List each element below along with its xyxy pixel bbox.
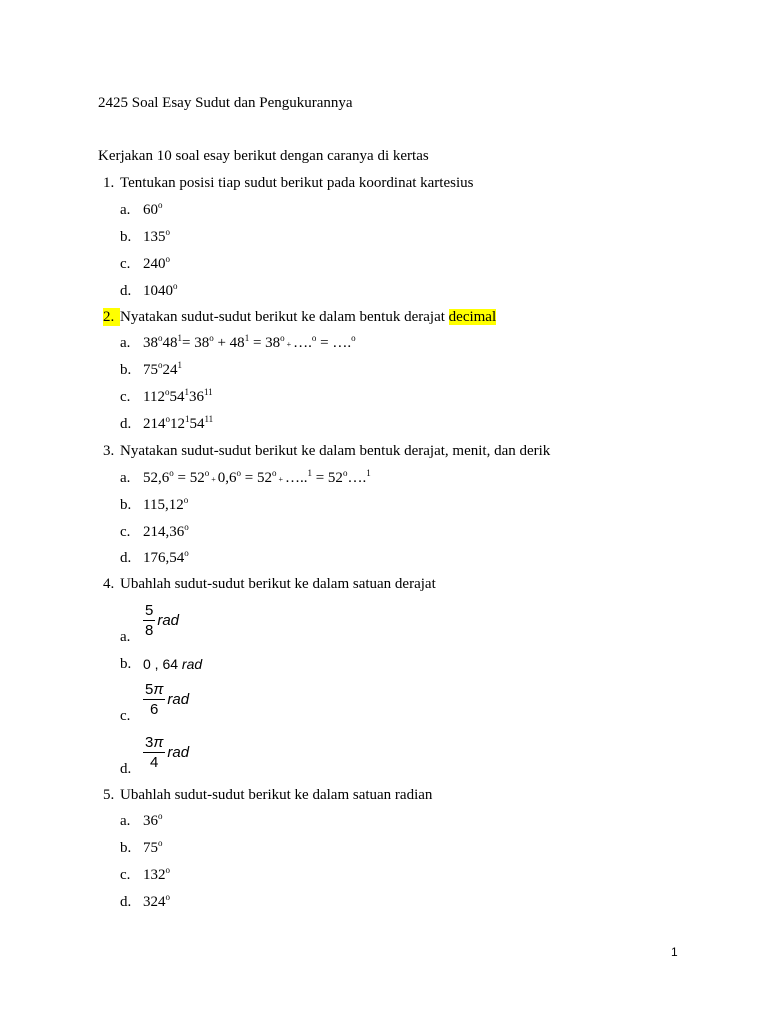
item-value: 214,36$^o$ [143, 522, 189, 540]
question-text: Tentukan posisi tiap sudut berikut pada koordinat kartesius [120, 175, 474, 191]
document-title: 2425 Soal Esay Sudut dan Pengukurannya [98, 95, 353, 111]
item-value: 132$^o$ [143, 865, 170, 883]
item-label: c. [120, 389, 131, 405]
unit-label: rad [167, 744, 190, 761]
q4-item-c-fraction [143, 680, 189, 719]
item-label: d. [120, 761, 132, 777]
question-number: 3. [103, 443, 115, 459]
item-value: 135$^o$ [143, 227, 170, 245]
page-number: 1 [671, 945, 678, 959]
fraction-denominator: 6 [150, 701, 159, 718]
item-label: c. [120, 524, 131, 540]
item-value: 36$^o$ [143, 811, 163, 829]
item-value: $52,6^o = 52^o + 0,6^o = 52^o$ + …..$^1$ = $52^o\dots.^1$ [143, 468, 371, 486]
item-label: d. [120, 416, 132, 432]
item-label: a. [120, 202, 131, 218]
question-text: Ubahlah sudut-sudut berikut ke dalam satuan radian [120, 787, 433, 803]
item-value: $112^o54^136^{11}$ [143, 387, 213, 405]
item-label: b. [120, 656, 132, 672]
highlighted-word: decimal [448, 309, 497, 325]
fraction-denominator: 4 [150, 754, 159, 771]
question-text: Nyatakan sudut-sudut berikut ke dalam bentuk derajat, menit, dan derik [120, 443, 551, 459]
item-label: b. [120, 497, 132, 513]
item-value: $75^o24^1$ [143, 360, 182, 378]
item-label: d. [120, 550, 132, 566]
item-value: 115,12$^o$ [143, 495, 189, 513]
item-value: 60$^o$ [143, 200, 163, 218]
item-value: $214^o12^154^{11}$ [143, 414, 214, 432]
item-label: a. [120, 629, 131, 645]
item-value: 1040$^o$ [143, 281, 178, 299]
item-label: c. [120, 867, 131, 883]
q4-item-a-fraction [143, 601, 179, 640]
question-number: 2. [103, 308, 120, 326]
item-label: d. [120, 894, 132, 910]
question-text: Nyatakan sudut-sudut berikut ke dalam bentuk derajat decimal [120, 309, 497, 325]
fraction-numerator: 5 [145, 602, 154, 619]
item-label: c. [120, 256, 131, 272]
question-number: 4. [103, 576, 115, 592]
item-label: b. [120, 840, 132, 856]
item-label: c. [120, 708, 131, 724]
item-label: d. [120, 283, 132, 299]
item-label: a. [120, 813, 131, 829]
item-label: b. [120, 362, 132, 378]
fraction-denominator: 8 [145, 622, 154, 639]
item-value: 0 , 64 rad [143, 656, 203, 672]
item-label: a. [120, 470, 131, 486]
item-value: 324$^o$ [143, 892, 170, 910]
question-number: 1. [103, 175, 115, 191]
item-value: 176,54$^o$ [143, 548, 189, 566]
unit-label: rad [167, 691, 190, 708]
question-text: Ubahlah sudut-sudut berikut ke dalam satuan derajat [120, 576, 436, 592]
item-value: $38^o48^1= 38^o + 48^1 = 38^o$ + ….$^o$ = ….$^o$ [143, 333, 356, 351]
document-intro: Kerjakan 10 soal esay berikut dengan caranya di kertas [98, 148, 429, 164]
fraction-numerator: 5π [145, 681, 164, 698]
item-value: 75$^o$ [143, 838, 163, 856]
question-number: 5. [103, 787, 115, 803]
item-label: b. [120, 229, 132, 245]
fraction-numerator: 3π [145, 734, 164, 751]
unit-label: rad [157, 612, 180, 629]
item-label: a. [120, 335, 131, 351]
item-value: 240$^o$ [143, 254, 170, 272]
q4-item-d-fraction [143, 733, 189, 772]
